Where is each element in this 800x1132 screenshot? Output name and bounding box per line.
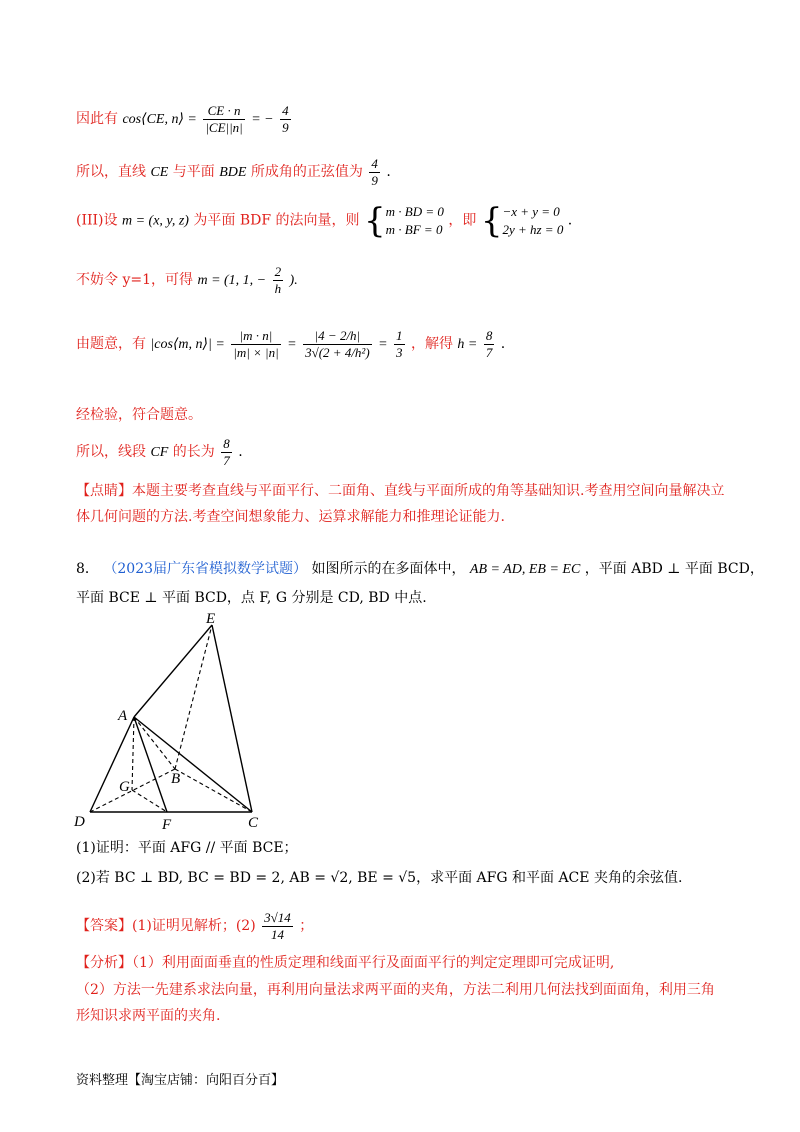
sys-row: m · BD = 0 xyxy=(385,204,444,219)
label-e: E xyxy=(206,612,216,627)
problem-8-stem-line-2 xyxy=(76,590,427,607)
solution-line-check xyxy=(76,407,202,424)
frac-den: 3√(2 + 4/h²) xyxy=(305,344,370,360)
analysis-line-3 xyxy=(76,1008,220,1025)
frac-den: 3 xyxy=(396,344,403,360)
text: 形知识求两平面的夹角. xyxy=(76,1008,221,1024)
text: 所以，直线 xyxy=(76,164,146,181)
solution-line-cf-length: 所以，线段 CF 的长为 $\frac{8}{7}$ . xyxy=(76,436,243,468)
frac-den: 7 xyxy=(223,452,230,468)
sys-row: −x + y = 0 xyxy=(502,204,560,219)
edge-bc-hidden xyxy=(175,769,252,812)
question-2 xyxy=(76,870,682,887)
text: ，解得 xyxy=(410,336,453,353)
solution-line-solve-h: 由题意，有 |cos⟨m, n⟩| = $\frac{|m \cdot n|}{|m| \times |n|}$ = $\frac{|4 - 2/h|}{\text{3√(2 + 4/h²)}}$ = $\frac{1}{3}$ ，解得 h = $\frac{8}{7}$ . xyxy=(76,328,506,360)
left-brace: { xyxy=(480,200,503,241)
edge-gf-hidden xyxy=(132,790,167,812)
text: (1)证明见解析；(2) xyxy=(132,918,256,935)
analysis-line-2 xyxy=(76,982,715,999)
math-condition: AB = AD, EB = EC xyxy=(469,562,581,577)
text: 所成角的正弦值为 xyxy=(250,164,363,181)
text: 本题主要考查直线与平面平行、二面角、直线与平面所成的角等基础知识.考查用空间向量解决立 xyxy=(132,483,725,499)
edge-ab-hidden xyxy=(134,717,175,769)
text: ； xyxy=(299,918,314,935)
problem-source: （2023届广东省模拟数学试题） xyxy=(103,561,308,577)
dianjing-line-1 xyxy=(76,483,724,500)
solution-line-cos-ce xyxy=(76,103,293,135)
text: 经检验，符合题意。 xyxy=(76,407,202,423)
solution-line-sine: 所以，直线 CE 与平面 BDE 所成角的正弦值为 $\frac{4}{9}$ . xyxy=(76,156,391,188)
math-h: h = xyxy=(457,337,478,353)
problem-number: 8． xyxy=(76,561,99,577)
dianjing-tag: 【点睛】 xyxy=(76,483,132,499)
fraction xyxy=(484,328,495,360)
fraction xyxy=(203,103,244,135)
label-g: G xyxy=(119,779,130,795)
label-b: B xyxy=(171,771,181,787)
text: (2)若 BC ⊥ BD, BC = BD = 2, AB = √2, BE = √5，求平面 AFG 和平面 ACE 夹角的余弦值. xyxy=(76,870,683,886)
frac-num: 8 xyxy=(485,328,493,343)
fraction xyxy=(369,156,380,188)
math-bde: BDE xyxy=(219,165,247,181)
text: 不妨令 y=1，可得 xyxy=(76,272,193,289)
text: （1）利用面面垂直的性质定理和线面平行及面面平行的判定定理即可完成证明, xyxy=(132,955,615,971)
frac-num: CE · n xyxy=(203,103,244,120)
text: 的长为 xyxy=(172,444,215,461)
text: （2）方法一先建系求法向量，再利用向量法求两平面的夹角，方法二利用几何法找到面面角，利用三角 xyxy=(76,982,715,998)
solution-line-let-y: 不妨令 y=1，可得 m = (1, 1, − $\frac{2}{h}$ ). xyxy=(76,264,298,296)
text: 如图所示的在多面体中， xyxy=(311,561,466,577)
fraction-result xyxy=(280,103,291,135)
text: 体几何问题的方法.考查空间想象能力、运算求解能力和推理论证能力. xyxy=(76,509,505,525)
frac-num: 1 xyxy=(396,328,403,343)
sys-row: 2y + hz = 0 xyxy=(502,221,564,237)
math-m: m = (x, y, z) xyxy=(121,213,189,229)
sys-row: m · BF = 0 xyxy=(385,221,443,237)
text: 平面 BCE ⊥ 平面 BCD，点 F, G 分别是 CD, BD 中点. xyxy=(76,590,427,606)
frac-den: 7 xyxy=(485,344,493,360)
text: 为平面 BDF 的法向量，则 xyxy=(193,212,360,229)
math-eq: = − xyxy=(251,112,274,128)
fraction-answer xyxy=(262,910,293,942)
frac-num: 2 xyxy=(274,264,282,279)
equation-system-1 xyxy=(386,203,444,238)
frac-den: h xyxy=(274,280,282,296)
question-1 xyxy=(76,840,298,857)
math-eq: = xyxy=(287,337,297,353)
fraction xyxy=(273,264,284,296)
label-a: A xyxy=(118,708,128,724)
text: ，平面 ABD ⊥ 平面 BCD， xyxy=(584,561,764,577)
label-f: F xyxy=(162,817,172,832)
text: 与平面 xyxy=(172,164,215,181)
solution-line-normal-vector: (III)设 m = (x, y, z) 为平面 BDF 的法向量，则 {m · BD = 0 m · BF = 0 ，即 {−x + y = 0 2y + hz = 0 . xyxy=(76,200,573,241)
math-ce: CE xyxy=(150,165,169,181)
label-c: C xyxy=(248,815,259,831)
math-cf: CF xyxy=(150,445,169,461)
edge-ag-hidden xyxy=(132,717,134,790)
frac-num: |m · n| xyxy=(231,328,280,345)
label-d: D xyxy=(74,814,85,830)
math-m-value: m = (1, 1, − xyxy=(197,273,267,289)
problem-8-stem-line-1 xyxy=(76,561,764,579)
text: ，即 xyxy=(448,212,477,229)
frac-den: |m| × |n| xyxy=(233,344,279,360)
math-cos-ce-n: cos⟨CE, n⟩ = xyxy=(122,112,197,128)
answer-tag: 【答案】 xyxy=(76,918,132,935)
polyhedron-figure xyxy=(72,612,272,832)
frac-num: 4 xyxy=(371,156,378,171)
frac-num: 3√14 xyxy=(264,910,291,925)
equation-system-2 xyxy=(502,203,563,238)
frac-num: 8 xyxy=(223,436,230,451)
frac-num: 4 xyxy=(282,103,289,118)
text: (1)证明：平面 AFG // 平面 BCE； xyxy=(76,840,298,856)
fraction xyxy=(394,328,405,360)
analysis-line-1 xyxy=(76,955,614,972)
math-eq: = xyxy=(378,337,388,353)
left-brace: { xyxy=(364,200,386,241)
frac-den: |CE||n| xyxy=(205,119,243,135)
math-cos-m-n: |cos⟨m, n⟩| = xyxy=(150,337,225,353)
fraction xyxy=(221,436,232,468)
frac-den: 9 xyxy=(371,172,378,188)
text: 由题意，有 xyxy=(76,336,146,353)
answer-line xyxy=(76,910,313,942)
frac-den: 14 xyxy=(270,926,284,942)
frac-num: |4 − 2/h| xyxy=(303,328,372,345)
analysis-tag: 【分析】 xyxy=(76,955,132,971)
edge-da xyxy=(90,717,134,812)
dianjing-line-2 xyxy=(76,509,505,526)
text: 所以，线段 xyxy=(76,444,146,461)
fraction xyxy=(303,328,372,360)
text: (III)设 xyxy=(76,212,118,229)
fraction xyxy=(231,328,280,360)
page-footer: 资料整理【淘宝店铺：向阳百分百】 xyxy=(76,1073,285,1088)
frac-den: 9 xyxy=(282,119,289,135)
text: 因此有 xyxy=(76,111,118,128)
edge-af xyxy=(134,717,167,812)
